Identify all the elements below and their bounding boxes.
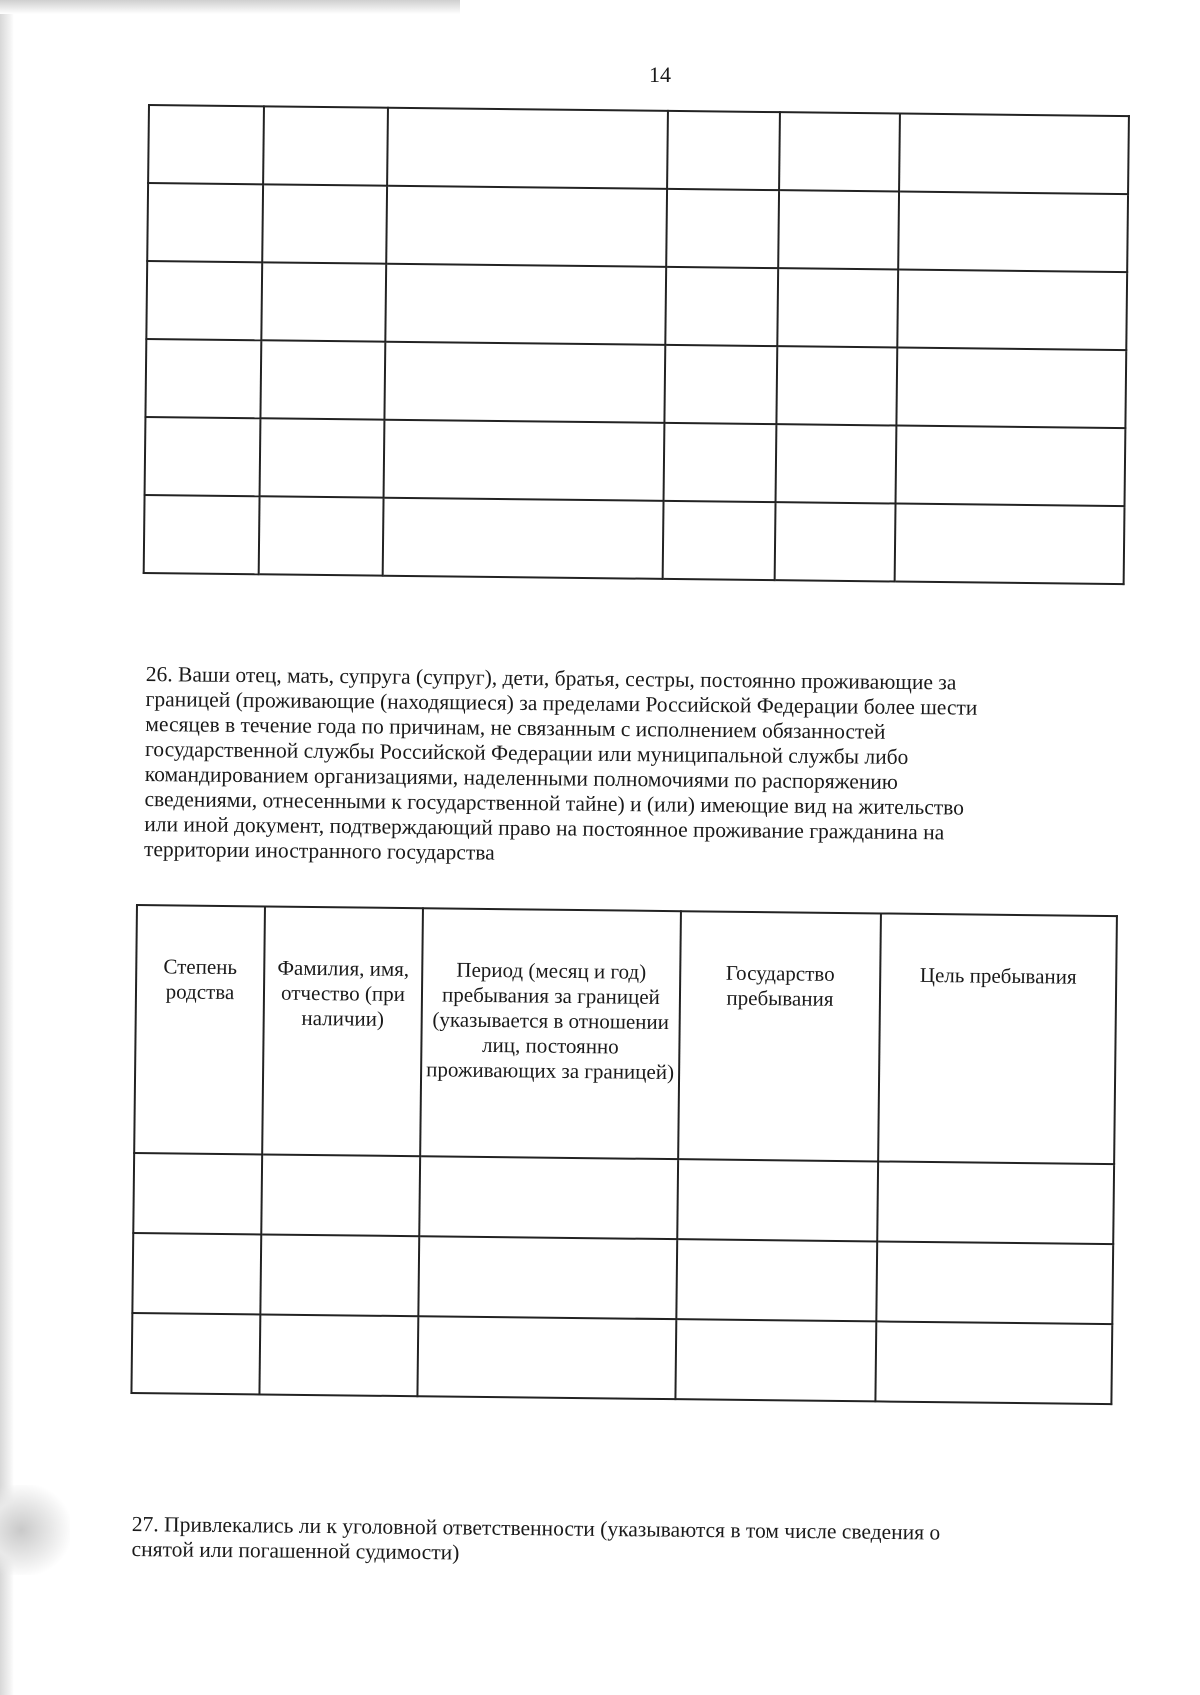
table-row [145, 339, 1126, 428]
question-27-line: снятой или погашенной судимости) [131, 1536, 460, 1565]
table-cell[interactable] [776, 346, 897, 425]
table-cell[interactable] [417, 1316, 676, 1399]
header-purpose: Цель пребывания [878, 913, 1117, 1164]
scan-shadow-top [0, 0, 460, 14]
table-cell[interactable] [263, 106, 388, 185]
table-header-row [134, 905, 1117, 1164]
table-cell[interactable] [419, 1156, 678, 1239]
table-cell[interactable] [133, 1153, 262, 1234]
table-cell[interactable] [779, 112, 900, 191]
table-cell[interactable] [147, 183, 263, 262]
table-cell[interactable] [664, 345, 777, 424]
header-period-abroad: Период (месяц и год) пребывания за границей (указывается в отношении лиц, постоянно проживающих за границей) [420, 908, 681, 1159]
table-cell[interactable] [776, 424, 897, 503]
table-cell[interactable] [387, 108, 668, 189]
table-cell[interactable] [676, 1239, 877, 1321]
header-kinship: Степень родства [134, 905, 265, 1154]
table-cell[interactable] [897, 270, 1127, 351]
table-cell[interactable] [665, 267, 778, 346]
question-26-line: территории иностранного государства [143, 836, 495, 865]
table-cell[interactable] [667, 111, 780, 190]
table-cell[interactable] [146, 261, 262, 340]
table-cell[interactable] [261, 262, 386, 341]
scan-smudge [0, 1485, 70, 1575]
table-cell[interactable] [677, 1159, 878, 1241]
header-country: Государство пребывания [678, 911, 881, 1161]
table-cell[interactable] [262, 184, 387, 263]
page-number: 14 [649, 62, 671, 87]
table-row [132, 1233, 1113, 1324]
header-full-name: Фамилия, имя, отчество (при наличии) [262, 906, 423, 1156]
table-cell[interactable] [895, 504, 1125, 585]
table-cell[interactable] [259, 496, 384, 575]
continuation-table [143, 104, 1130, 585]
question-26-line: государственной службы Российской Федерации или муниципальной службы либо [144, 736, 909, 769]
table-cell[interactable] [664, 423, 777, 502]
table-cell[interactable] [899, 114, 1129, 195]
table-cell[interactable] [876, 1241, 1113, 1324]
table-cell[interactable] [132, 1233, 261, 1314]
table-row [131, 1313, 1112, 1404]
table-cell[interactable] [898, 192, 1128, 273]
table-cell[interactable] [145, 339, 261, 418]
table-cell[interactable] [260, 1234, 419, 1316]
table-cell[interactable] [877, 1161, 1114, 1244]
table-cell[interactable] [259, 1314, 418, 1396]
table-cell[interactable] [386, 186, 667, 267]
question-26-line: сведениями, отнесенными к государственной тайне) и (или) имеющие вид на жительство [144, 786, 965, 820]
question-27-text [131, 1512, 1091, 1572]
table-cell[interactable] [896, 348, 1126, 429]
table-cell[interactable] [260, 340, 385, 419]
table-cell[interactable] [148, 105, 264, 184]
table-cell[interactable] [260, 418, 385, 497]
table-row [148, 105, 1129, 194]
table-cell[interactable] [261, 1154, 420, 1236]
table-cell[interactable] [896, 426, 1126, 507]
question-26-line: командированием организациями, наделенными полномочиями по распоряжению [144, 761, 899, 794]
question-26-text [144, 662, 1086, 872]
question-26-line: границей (проживающие (находящиеся) за пределами Российской Федерации более шести [145, 686, 978, 720]
question-26-line: месяцев в течение года по причинам, не связанным с исполнением обязанностей [145, 711, 886, 744]
table-cell[interactable] [775, 502, 896, 581]
table-row [133, 1153, 1114, 1244]
table-cell[interactable] [384, 420, 665, 501]
table-cell[interactable] [144, 495, 260, 574]
table-cell[interactable] [384, 342, 665, 423]
table-cell[interactable] [675, 1319, 876, 1401]
question-26-line: или иной документ, подтверждающий право на постоянное проживание гражданина на [144, 811, 945, 845]
table-cell[interactable] [383, 498, 664, 579]
table-row [147, 183, 1128, 272]
relatives-abroad-table [130, 904, 1117, 1405]
table-row [144, 495, 1125, 584]
table-cell[interactable] [131, 1313, 260, 1394]
table-cell[interactable] [778, 190, 899, 269]
table-cell[interactable] [663, 501, 776, 580]
scan-shadow-left [0, 0, 14, 1695]
table-cell[interactable] [875, 1321, 1112, 1404]
table-cell[interactable] [385, 264, 666, 345]
question-27-line: 27. Привлекались ли к уголовной ответственности (указываются в том числе сведения о [131, 1512, 941, 1545]
question-26-line: 26. Ваши отец, мать, супруга (супруг), дети, братья, сестры, постоянно проживающие за [145, 662, 957, 695]
table-row [145, 417, 1126, 506]
table-cell[interactable] [666, 189, 779, 268]
table-cell[interactable] [418, 1236, 677, 1319]
table-cell[interactable] [777, 268, 898, 347]
table-row [146, 261, 1127, 350]
table-cell[interactable] [145, 417, 261, 496]
